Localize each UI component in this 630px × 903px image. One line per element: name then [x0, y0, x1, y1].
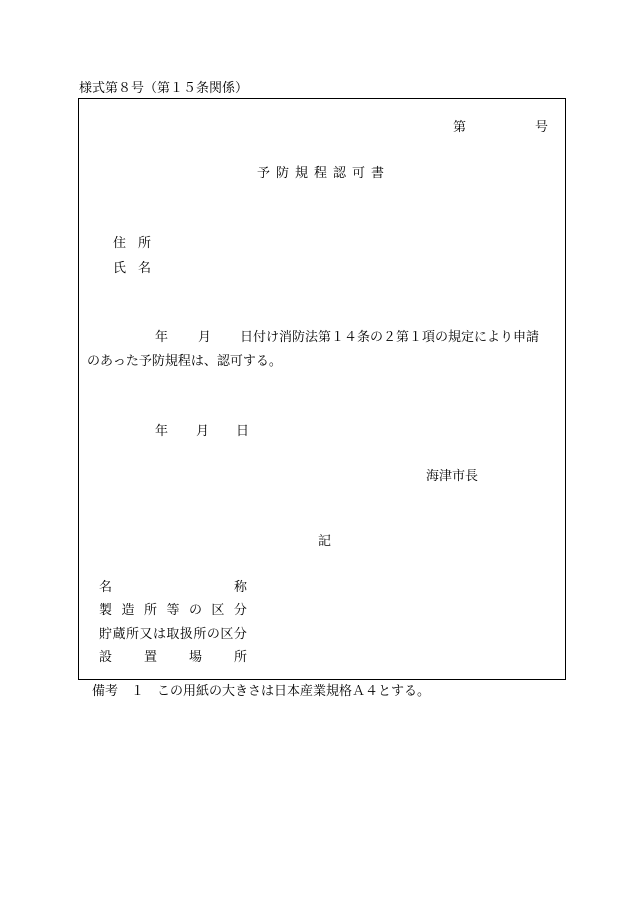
name-label: 氏名	[113, 261, 164, 276]
document-title: 予防規程認可書	[257, 166, 391, 181]
form-number-label: 様式第８号（第１５条関係）	[79, 81, 249, 96]
remarks-note: 備考 １ この用紙の大きさは日本産業規格Ａ４とする。	[92, 684, 431, 699]
issue-date-year-label: 年	[155, 424, 169, 439]
item-label-char: 所	[193, 627, 207, 642]
item-label-char: 貯	[99, 627, 113, 642]
item-label-char: の	[206, 627, 220, 642]
address-label: 住所	[113, 236, 164, 251]
item-label-char: 取	[166, 627, 180, 642]
item-label-char: 分	[233, 603, 247, 618]
issue-date-day-label: 日	[236, 424, 250, 439]
item-row-facility-division	[99, 604, 247, 617]
item-label-char: 区	[220, 627, 234, 642]
item-row-name	[99, 581, 247, 594]
item-label-char: 称	[233, 580, 247, 595]
item-label-char: 名	[99, 580, 113, 595]
item-label-char: 蔵	[112, 627, 126, 642]
item-label-char: 所	[233, 650, 247, 665]
body-text-line-1: 日付け消防法第１４条の２第１項の規定により申請	[240, 330, 540, 345]
item-label-char: 所	[143, 603, 157, 618]
item-label-char: 区	[211, 603, 225, 618]
item-row-location	[99, 651, 247, 664]
details-heading: 記	[318, 534, 332, 549]
item-label-char: 設	[99, 650, 113, 665]
item-label-char: 造	[121, 603, 135, 618]
item-label-char: 製	[99, 603, 113, 618]
item-label-char: 分	[233, 627, 247, 642]
issuer-title: 海津市長	[426, 469, 479, 484]
item-label-char: 置	[143, 650, 157, 665]
item-label-char: 所	[125, 627, 139, 642]
body-text-line-2: のあった予防規程は、認可する。	[87, 354, 282, 369]
item-row-storage-division	[99, 628, 247, 641]
item-label-char: 扱	[179, 627, 193, 642]
item-label-char: 等	[166, 603, 180, 618]
document-number-suffix: 号	[535, 120, 549, 135]
item-label-char: の	[188, 603, 202, 618]
document-number-prefix: 第	[453, 120, 467, 135]
item-label-char: 又	[139, 627, 153, 642]
item-label-char: は	[152, 627, 166, 642]
item-label-char: 場	[188, 650, 202, 665]
body-year-label: 年	[155, 330, 169, 345]
body-month-label: 月	[198, 330, 212, 345]
issue-date-month-label: 月	[196, 424, 210, 439]
